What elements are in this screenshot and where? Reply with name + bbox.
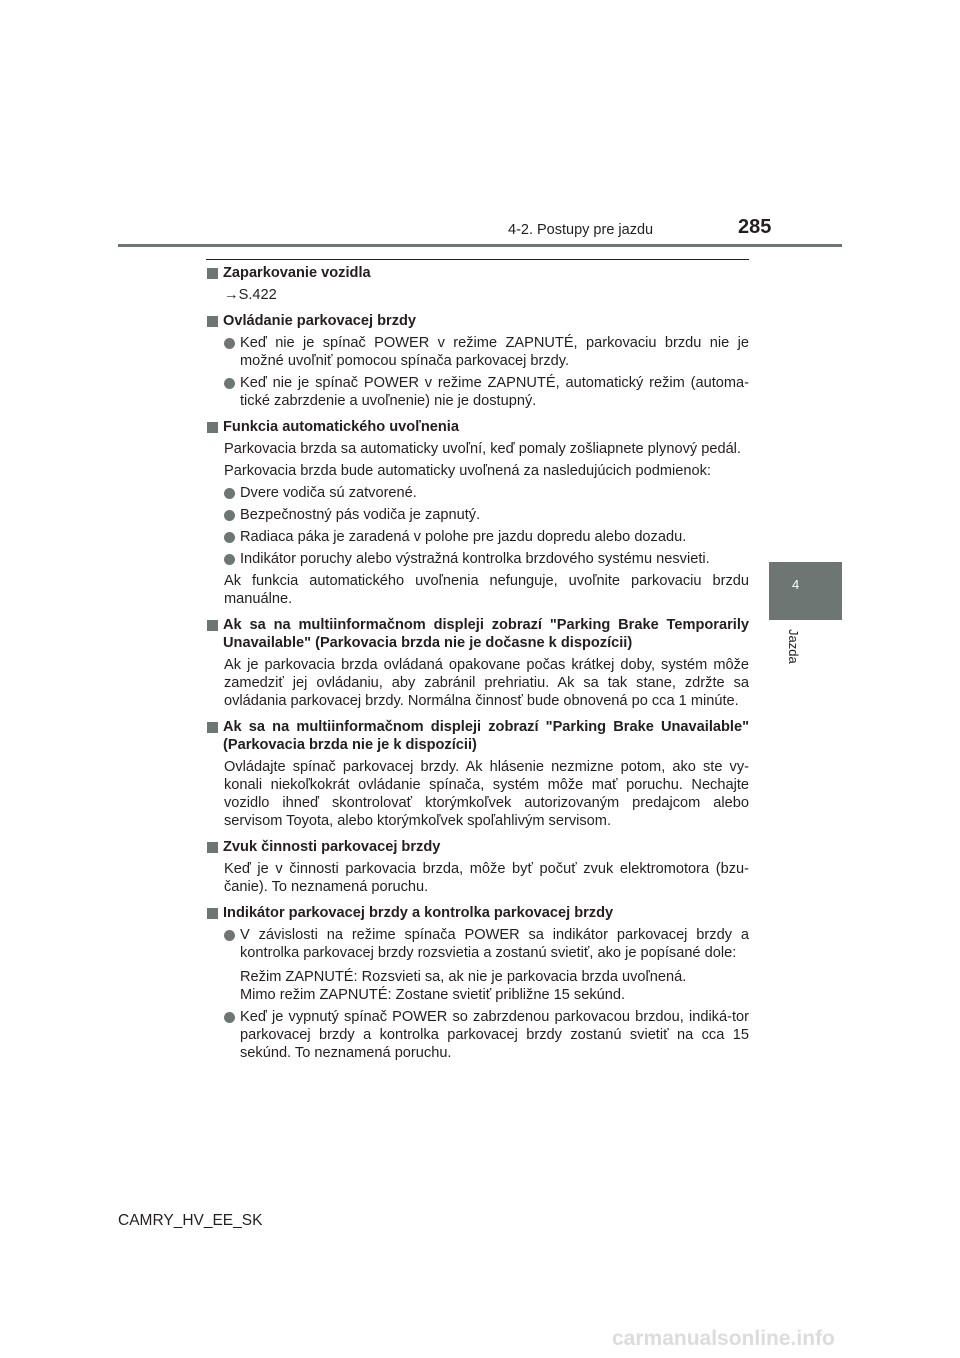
round-bullet-icon [224, 338, 235, 349]
round-bullet-icon [224, 510, 235, 521]
paragraph: Ovládajte spínač parkovacej brzdy. Ak hlásenie nezmizne potom, ako ste vy-konali niekoľkokrát ovládanie spínača, systém môže mať poruchu. Nechajte vozidlo ihneď skontrolovať ktorýmkoľvek autorizovaným predajcom alebo servisom Toyota, alebo ktorýmkoľvek spoľahlivým servisom. [224, 759, 749, 829]
chapter-tab-label: Jazda [786, 629, 801, 664]
bullet-item: Indikátor poruchy alebo výstražná kontrolka brzdového systému nesvieti. [207, 550, 749, 568]
bullet-item: Keď nie je spínač POWER v režime ZAPNUTÉ, automatický režim (automa-tické zabrzdenie a uvoľnenie) nie je dostupný. [207, 374, 749, 410]
bullet-item: Keď nie je spínač POWER v režime ZAPNUTÉ, parkovaciu brzdu nie je možné uvoľniť pomocou spínača parkovacej brzdy. [207, 334, 749, 370]
paragraph: Keď je v činnosti parkovacia brzda, môže byť počuť zvuk elektromotora (bzu-čanie). To neznamená poruchu. [224, 861, 749, 895]
bullet-item: V závislosti na režime spínača POWER sa indikátor parkovacej brzdy a kontrolka parkovacej brzdy rozsvietia a zostanú svietiť, ako je popísané dole: [207, 926, 749, 962]
watermark: carmanualsonline.info [612, 1327, 835, 1350]
content-top-rule [206, 259, 749, 260]
bullet-item: Dvere vodiča sú zatvorené. [207, 484, 749, 502]
square-bullet-icon [207, 268, 218, 279]
chapter-tab-number: 4 [792, 577, 800, 592]
mode-line: Režim ZAPNUTÉ: Rozsvieti sa, ak nie je parkovacia brzda uvoľnená. [240, 969, 687, 985]
square-bullet-icon [207, 722, 218, 733]
section-heading: Ak sa na multiinformačnom displeji zobrazí "Parking Brake Temporarily Unavailable" (Parkovacia brzda nie je dočasne k dispozícii) [207, 616, 749, 652]
bullet-item: Radiaca páka je zaradená v polohe pre jazdu dopredu alebo dozadu. [207, 528, 749, 546]
square-bullet-icon [207, 620, 218, 631]
document-code: CAMRY_HV_EE_SK [118, 1212, 263, 1229]
section-heading: Ovládanie parkovacej brzdy [207, 312, 749, 330]
indicator-mode-list [207, 968, 749, 1004]
bullet-item: Keď je vypnutý spínač POWER so zabrzdenou parkovacou brzdou, indiká-tor parkovacej brzdy a kontrolka parkovacej brzdy zostanú svietiť na cca 15 sekúnd. To neznamená poruchu. [207, 1008, 749, 1062]
paragraph: Ak funkcia automatického uvoľnenia nefunguje, uvoľnite parkovaciu brzdu manuálne. [224, 573, 749, 607]
cross-reference: →S.422 [224, 287, 277, 303]
round-bullet-icon [224, 488, 235, 499]
section-heading: Ak sa na multiinformačnom displeji zobrazí "Parking Brake Unavailable" (Parkovacia brzda nie je k dispozícii) [207, 718, 749, 754]
mode-line: Mimo režim ZAPNUTÉ: Zostane svietiť približne 15 sekúnd. [240, 987, 626, 1003]
section-heading: Indikátor parkovacej brzdy a kontrolka parkovacej brzdy [207, 904, 749, 922]
round-bullet-icon [224, 378, 235, 389]
round-bullet-icon [224, 532, 235, 543]
square-bullet-icon [207, 842, 218, 853]
chapter-tab [769, 562, 842, 620]
round-bullet-icon [224, 1012, 235, 1023]
square-bullet-icon [207, 908, 218, 919]
paragraph: Parkovacia brzda sa automaticky uvoľní, keď pomaly zošliapnete plynový pedál. [224, 441, 741, 457]
section-heading: Funkcia automatického uvoľnenia [207, 418, 749, 436]
paragraph: Parkovacia brzda bude automaticky uvoľnená za nasledujúcich podmienok: [224, 463, 711, 479]
square-bullet-icon [207, 316, 218, 327]
round-bullet-icon [224, 930, 235, 941]
header-rule [118, 244, 842, 247]
section-heading: Zvuk činnosti parkovacej brzdy [207, 838, 749, 856]
square-bullet-icon [207, 422, 218, 433]
bullet-item: Bezpečnostný pás vodiča je zapnutý. [207, 506, 749, 524]
round-bullet-icon [224, 554, 235, 565]
page-number: 285 [738, 216, 772, 238]
section-heading: Zaparkovanie vozidla [207, 264, 749, 282]
paragraph: Ak je parkovacia brzda ovládaná opakovane počas krátkej doby, systém môže zamedziť jej ovládaniu, aby zabránil prehriatiu. Ak sa tak stane, zdržte sa ovládania parkovacej brzdy. Normálna činnosť bude obnovená po cca 1 minúte. [224, 657, 749, 709]
section-header: 4-2. Postupy pre jazdu [508, 222, 654, 238]
main-content [207, 264, 749, 1062]
